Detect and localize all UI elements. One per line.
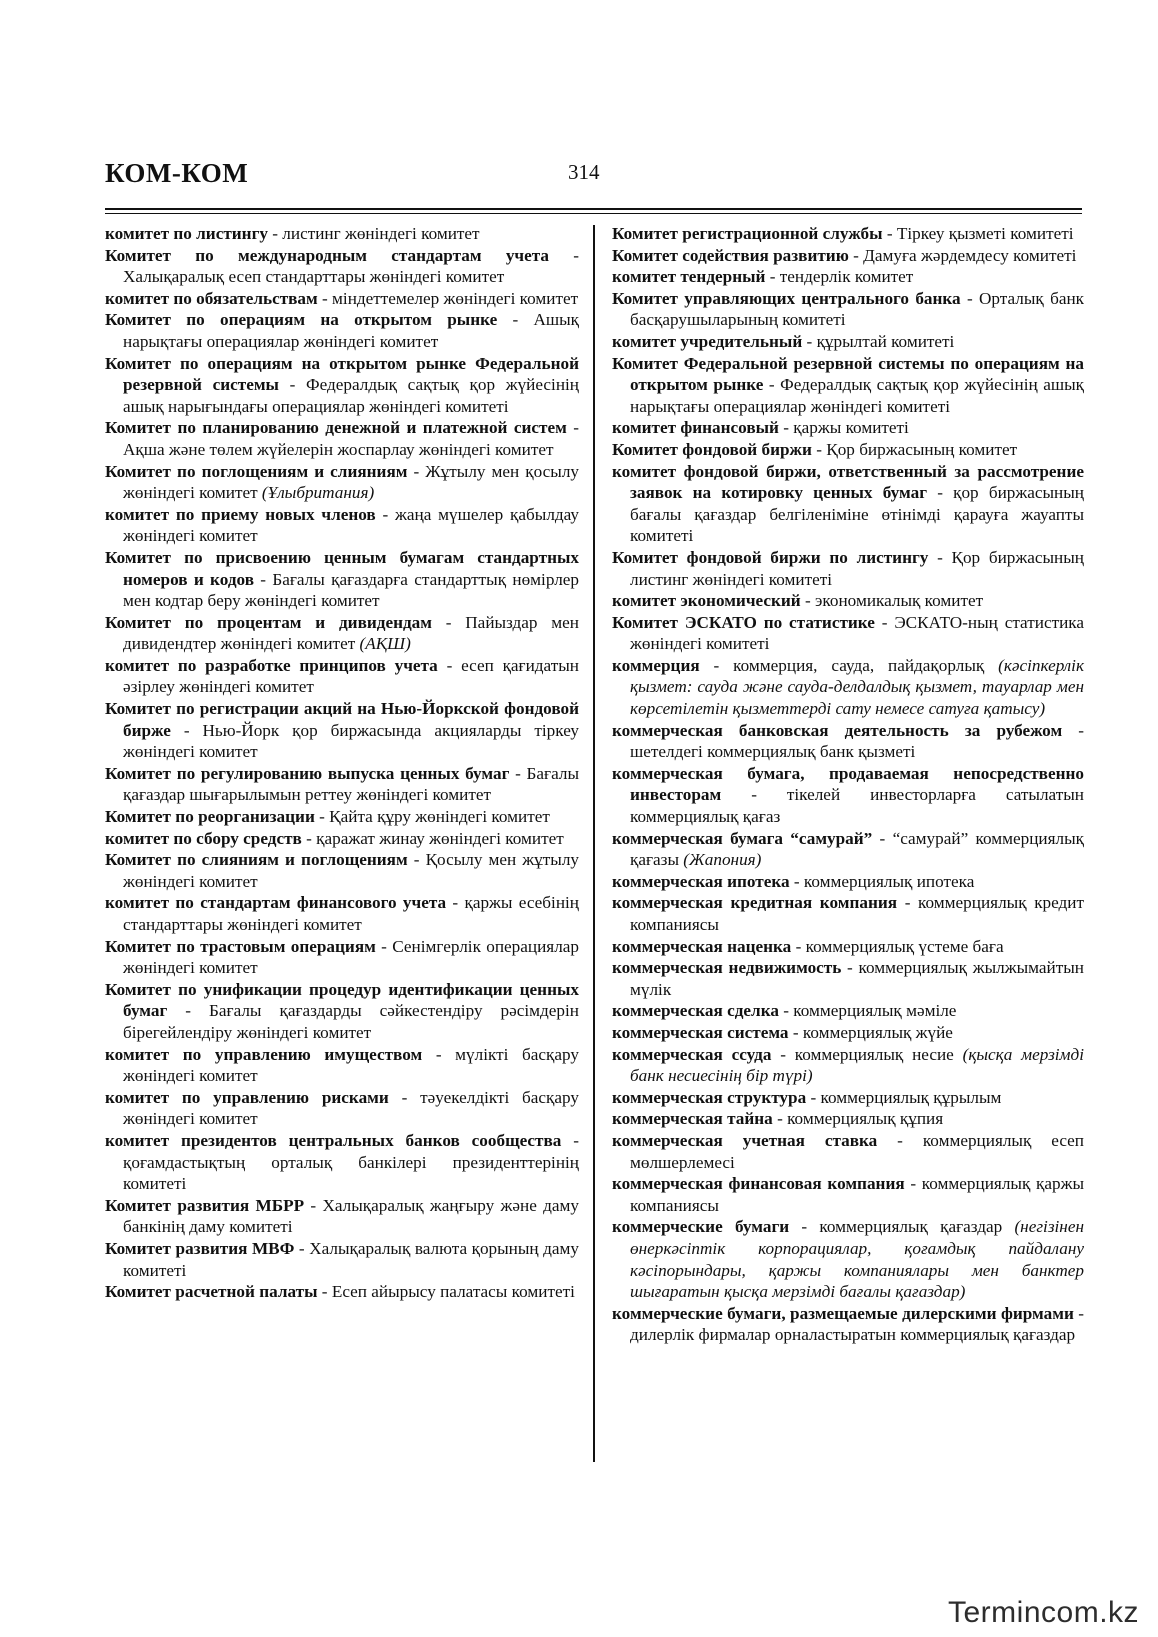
entry-term: комитет по управлению рисками xyxy=(105,1087,389,1107)
entry-term: коммерческая структура xyxy=(612,1087,807,1107)
dictionary-entry xyxy=(612,1044,1084,1087)
dictionary-entry xyxy=(612,547,1084,590)
entry-definition: - Ашық нарықтағы операциялар жөніндегі комитет xyxy=(123,310,579,351)
entry-definition: - Федералдық сақтық қор жүйесінің ашық нарықтағы операциялар жөніндегі комитеті xyxy=(630,375,1084,416)
dictionary-entry xyxy=(612,439,1084,461)
entry-term: коммерческие бумаги xyxy=(612,1217,790,1237)
dictionary-entry xyxy=(612,288,1084,331)
entry-definition: - Федералдық сақтық қор жүйесінің ашық нарығындағы операциялар жөніндегі комитеті xyxy=(123,375,579,416)
entry-definition: - Дамуға жәрдемдесу комитеті xyxy=(848,245,1077,265)
entry-term: комитет по обязательствам xyxy=(105,288,318,308)
dictionary-entry xyxy=(612,353,1084,418)
entry-term: коммерческая кредитная компания xyxy=(612,893,898,913)
entry-note: (АҚШ) xyxy=(359,634,411,654)
entry-definition: - коммерция, сауда, пайдақорлық xyxy=(699,655,999,675)
dictionary-entry xyxy=(105,417,579,460)
entry-term: коммерческая тайна xyxy=(612,1109,773,1129)
dictionary-entry xyxy=(105,655,579,698)
entry-definition: - мүлікті басқару жөніндегі комитет xyxy=(123,1044,579,1086)
entry-note: (негізінен өнеркәсіптік корпорациялар, қоғамдық пайдалану кәсіпорындары, қаржы компаниялары мен банктер шығаратын қысқа мерзімді бағалы қағаздар) xyxy=(630,1217,1084,1302)
dictionary-entry xyxy=(105,612,579,655)
entry-definition: - Қосылу мен жұтылу жөніндегі комитет xyxy=(123,850,579,891)
dictionary-entry xyxy=(105,504,579,547)
entry-term: Комитет фондовой биржи xyxy=(612,439,812,459)
right-column xyxy=(612,223,1084,1346)
entry-term: комитет по приему новых членов xyxy=(105,504,376,524)
entry-term: коммерческая бумага “самурай” xyxy=(612,828,873,848)
dictionary-entry xyxy=(612,720,1084,763)
dictionary-entry xyxy=(105,1281,579,1303)
entry-term: комитет фондовой биржи, ответственный за рассмотрение заявок на котировку ценных бумаг xyxy=(612,461,1084,503)
entry-definition: - коммерциялық құрылым xyxy=(806,1087,1002,1107)
dictionary-entry xyxy=(105,1130,579,1195)
entry-definition: - коммерциялық жылжымайтын мүлік xyxy=(630,958,1084,999)
page-title: КОМ-КОМ xyxy=(105,158,249,188)
entry-term: Комитет по операциям на открытом рынке Федеральной резервной системы xyxy=(105,353,579,395)
entry-definition: - шетелдегі коммерциялық банк қызметі xyxy=(630,720,1084,762)
entry-definition: - Қор биржасының листинг жөніндегі комитеті xyxy=(630,547,1084,589)
entry-note: (қысқа мерзімді банк несиесінің бір түрі) xyxy=(630,1044,1084,1086)
dictionary-entry xyxy=(612,1173,1084,1216)
entry-definition: - Халықаралық валюта қорының даму комитеті xyxy=(123,1238,580,1280)
entry-term: коммерческая банковская деятельность за рубежом xyxy=(612,720,1063,740)
entry-definition: - Халықаралық есеп стандарттары жөніндегі комитет xyxy=(123,245,579,287)
dictionary-entry xyxy=(612,1130,1084,1173)
entry-term: коммерческая финансовая компания xyxy=(612,1174,905,1194)
dictionary-entry xyxy=(612,892,1084,935)
entry-definition: - коммерциялық құпия xyxy=(772,1109,944,1129)
dictionary-entry xyxy=(612,957,1084,1000)
entry-term: комитет финансовый xyxy=(612,418,779,438)
entry-term: коммерческая учетная ставка xyxy=(612,1130,878,1150)
entry-note: (кәсіпкерлік қызмет: сауда және сауда-делдалдық қызмет, тауарлар мен көрсетілетін қызметтерді сату немесе сатуға қатысу) xyxy=(630,655,1084,719)
entry-definition: - Орталық банк басқарушыларының комитеті xyxy=(630,288,1085,330)
entry-definition: - коммерциялық несие xyxy=(771,1044,963,1064)
entry-definition: - Есеп айырысу палатасы комитеті xyxy=(317,1282,575,1302)
dictionary-entry xyxy=(105,223,579,245)
entry-definition: - тікелей инвесторларға сатылатын коммерциялық қағаз xyxy=(630,785,1084,827)
dictionary-entry xyxy=(612,936,1084,958)
entry-term: комитет президентов центральных банков сообщества xyxy=(105,1130,562,1150)
page-number: 314 xyxy=(568,160,600,184)
entry-definition: - Қайта құру жөніндегі комитет xyxy=(314,807,550,827)
entry-term: Комитет по присвоению ценным бумагам стандартных номеров и кодов xyxy=(105,547,579,589)
dictionary-entry xyxy=(105,1087,579,1130)
entry-term: коммерческая сделка xyxy=(612,1001,779,1021)
dictionary-entry xyxy=(612,245,1084,267)
dictionary-entry xyxy=(105,698,579,763)
dictionary-entry xyxy=(612,655,1084,720)
entry-definition: - листинг жөніндегі комитет xyxy=(267,224,480,243)
dictionary-entry xyxy=(612,612,1084,655)
entry-term: коммерческая ипотека xyxy=(612,871,790,891)
entry-definition: - Қор биржасының комитет xyxy=(811,439,1018,459)
dictionary-entry xyxy=(105,892,579,935)
entry-term: коммерция xyxy=(612,655,700,675)
entry-definition: - коммерциялық қаржы компаниясы xyxy=(630,1174,1084,1215)
dictionary-entry xyxy=(105,547,579,612)
dictionary-entry xyxy=(612,461,1084,547)
dictionary-entry xyxy=(612,590,1084,612)
dictionary-entry xyxy=(612,871,1084,893)
entry-definition: - коммерциялық мәміле xyxy=(778,1001,957,1021)
entry-term: комитет по разработке принципов учета xyxy=(105,655,438,675)
watermark-logo xyxy=(948,1588,1153,1630)
entry-definition: - коммерциялық қағаздар xyxy=(789,1217,1015,1237)
entry-definition: - коммерциялық үстеме баға xyxy=(791,936,1004,956)
header-rule-thin xyxy=(105,213,1082,214)
entry-definition: - Бағалы қағаздар шығарылымын реттеу жөніндегі комитет xyxy=(123,763,579,805)
entry-term: комитет тендерный xyxy=(612,267,766,287)
dictionary-entry xyxy=(612,266,1084,288)
entry-term: Комитет по трастовым операциям xyxy=(105,936,376,956)
entry-definition: - коммерциялық есеп мөлшерлемесі xyxy=(630,1130,1084,1172)
dictionary-entry xyxy=(105,245,579,288)
entry-definition: - Бағалы қағаздарға стандарттық нөмірлер мен кодтар беру жөніндегі комитет xyxy=(123,569,579,611)
dictionary-entry xyxy=(105,1044,579,1087)
entry-term: Комитет по операциям на открытом рынке xyxy=(105,310,498,330)
dictionary-entry xyxy=(105,828,579,850)
entry-term: комитет по листингу xyxy=(105,224,268,243)
entry-term: Комитет развития МБРР xyxy=(105,1195,305,1215)
entry-note: (Жапония) xyxy=(683,850,762,870)
dictionary-entry xyxy=(612,1022,1084,1044)
dictionary-entry xyxy=(105,936,579,979)
entry-term: комитет учредительный xyxy=(612,331,803,351)
entry-definition: - міндеттемелер жөніндегі комитет xyxy=(317,288,579,308)
entry-definition: - коммерциялық кредит компаниясы xyxy=(630,893,1084,934)
entry-definition: - Пайыздар мен дивидендтер жөніндегі комитет xyxy=(123,612,579,654)
entry-definition: - қоғамдастықтың орталық банкілері президенттерінің комитеті xyxy=(123,1130,579,1194)
entry-term: Комитет по слияниям и поглощениям xyxy=(105,850,408,870)
entry-definition: - есеп қағидатын әзірлеу жөніндегі комитет xyxy=(123,655,579,697)
dictionary-entry xyxy=(612,1000,1084,1022)
entry-definition: - Ақша және төлем жүйелерін жоспарлау жөніндегі комитет xyxy=(123,418,579,459)
entry-term: коммерческая недвижимость xyxy=(612,958,842,978)
entry-definition: - құрылтай комитеті xyxy=(802,331,955,351)
entry-definition: - қаржы комитеті xyxy=(778,418,909,438)
entry-definition: - Халықаралық жаңғыру және даму банкінің даму комитеті xyxy=(123,1195,579,1237)
entry-definition: - қаражат жинау жөніндегі комитет xyxy=(301,828,564,848)
dictionary-entry xyxy=(612,417,1084,439)
dictionary-entry xyxy=(105,288,579,310)
dictionary-entry xyxy=(105,763,579,806)
column-divider xyxy=(593,225,595,1462)
entry-definition: - экономикалық комитет xyxy=(800,591,984,611)
dictionary-entry xyxy=(612,763,1084,828)
dictionary-entry xyxy=(105,806,579,828)
entry-term: Комитет по регулированию выпуска ценных бумаг xyxy=(105,763,510,783)
dictionary-entry xyxy=(105,461,579,504)
entry-definition: - коммерциялық ипотека xyxy=(789,871,975,891)
entry-term: коммерческая наценка xyxy=(612,936,792,956)
dictionary-entry xyxy=(612,1216,1084,1302)
entry-term: Комитет развития МВФ xyxy=(105,1238,295,1258)
entry-term: Комитет по поглощениям и слияниям xyxy=(105,461,408,481)
entry-term: комитет по стандартам финансового учета xyxy=(105,893,447,913)
dictionary-entry xyxy=(105,1195,579,1238)
entry-definition: - Сенімгерлік операциялар жөніндегі комитет xyxy=(123,936,580,978)
entry-term: Комитет по процентам и дивидендам xyxy=(105,612,432,632)
entry-term: Комитет управляющих центрального банка xyxy=(612,288,961,308)
entry-term: коммерческая система xyxy=(612,1022,789,1042)
entry-term: Комитет по регистрации акций на Нью-Йоркской фондовой бирже xyxy=(105,699,579,740)
entry-definition: - тәуекелдікті басқару жөніндегі комитет xyxy=(123,1087,579,1129)
dictionary-entry xyxy=(105,353,579,418)
entry-term: Комитет регистрационной службы xyxy=(612,224,883,243)
entry-definition: - Тіркеу қызметі комитеті xyxy=(882,224,1074,243)
entry-definition: - қаржы есебінің стандарттары жөніндегі комитет xyxy=(123,893,579,934)
entry-term: коммерческие бумаги, размещаемые дилерскими фирмами xyxy=(612,1303,1074,1323)
watermark-text: Termincom.kz xyxy=(948,1596,1140,1629)
entry-term: Комитет расчетной палаты xyxy=(105,1282,318,1302)
entry-definition: - дилерлік фирмалар орналастыратын коммерциялық қағаздар xyxy=(630,1303,1084,1345)
entry-term: Комитет по международным стандартам учета xyxy=(105,245,549,265)
left-column xyxy=(105,223,579,1303)
entry-term: коммерческая ссуда xyxy=(612,1044,772,1064)
entry-definition: - коммерциялық жүйе xyxy=(788,1022,953,1042)
entry-term: Комитет по унификации процедур идентификации ценных бумаг xyxy=(105,979,579,1021)
entry-term: Комитет фондовой биржи по листингу xyxy=(612,547,929,567)
entry-definition: - “самурай” коммерциялық қағазы xyxy=(630,828,1084,870)
entry-term: Комитет содействия развитию xyxy=(612,245,849,265)
dictionary-entry xyxy=(105,849,579,892)
entry-definition: - қор биржасының бағалы қағаздар белгіленіміне өтінімді қарауға жауапты комитеті xyxy=(630,483,1084,546)
entry-term: комитет по управлению имуществом xyxy=(105,1044,423,1064)
entry-term: коммерческая бумага, продаваемая непосредственно инвесторам xyxy=(612,763,1084,805)
dictionary-entry xyxy=(105,309,579,352)
entry-definition: - тендерлік комитет xyxy=(765,267,914,287)
entry-definition: - жаңа мүшелер қабылдау жөніндегі комитет xyxy=(123,504,579,546)
dictionary-entry xyxy=(612,1087,1084,1109)
dictionary-entry xyxy=(612,828,1084,871)
entry-definition: - Бағалы қағаздарды сәйкестендіру рәсімдерін бірегейлендіру жөніндегі комитет xyxy=(123,1001,579,1042)
dictionary-entry xyxy=(612,1303,1084,1346)
entry-term: Комитет ЭСКАТО по статистике xyxy=(612,612,875,632)
entry-definition: - Жұтылу мен қосылу жөніндегі комитет xyxy=(123,461,580,503)
entry-definition: - ЭСКАТО-ның статистика жөніндегі комитеті xyxy=(630,612,1084,654)
dictionary-entry xyxy=(612,331,1084,353)
dictionary-entry xyxy=(105,1238,579,1281)
entry-term: комитет экономический xyxy=(612,591,801,611)
entry-term: Комитет по планированию денежной и платежной систем xyxy=(105,418,567,438)
dictionary-entry xyxy=(105,979,579,1044)
entry-definition: - Нью-Йорк қор биржасында акцияларды тіркеу жөніндегі комитет xyxy=(123,720,579,762)
header-rule-thick xyxy=(105,208,1082,210)
dictionary-entry xyxy=(612,1108,1084,1130)
entry-term: Комитет Федеральной резервной системы по операциям на открытом рынке xyxy=(612,353,1084,395)
dictionary-entry xyxy=(612,223,1084,245)
entry-note: (Ұлыбритания) xyxy=(261,483,375,503)
entry-term: Комитет по реорганизации xyxy=(105,807,315,827)
entry-term: комитет по сбору средств xyxy=(105,828,302,848)
